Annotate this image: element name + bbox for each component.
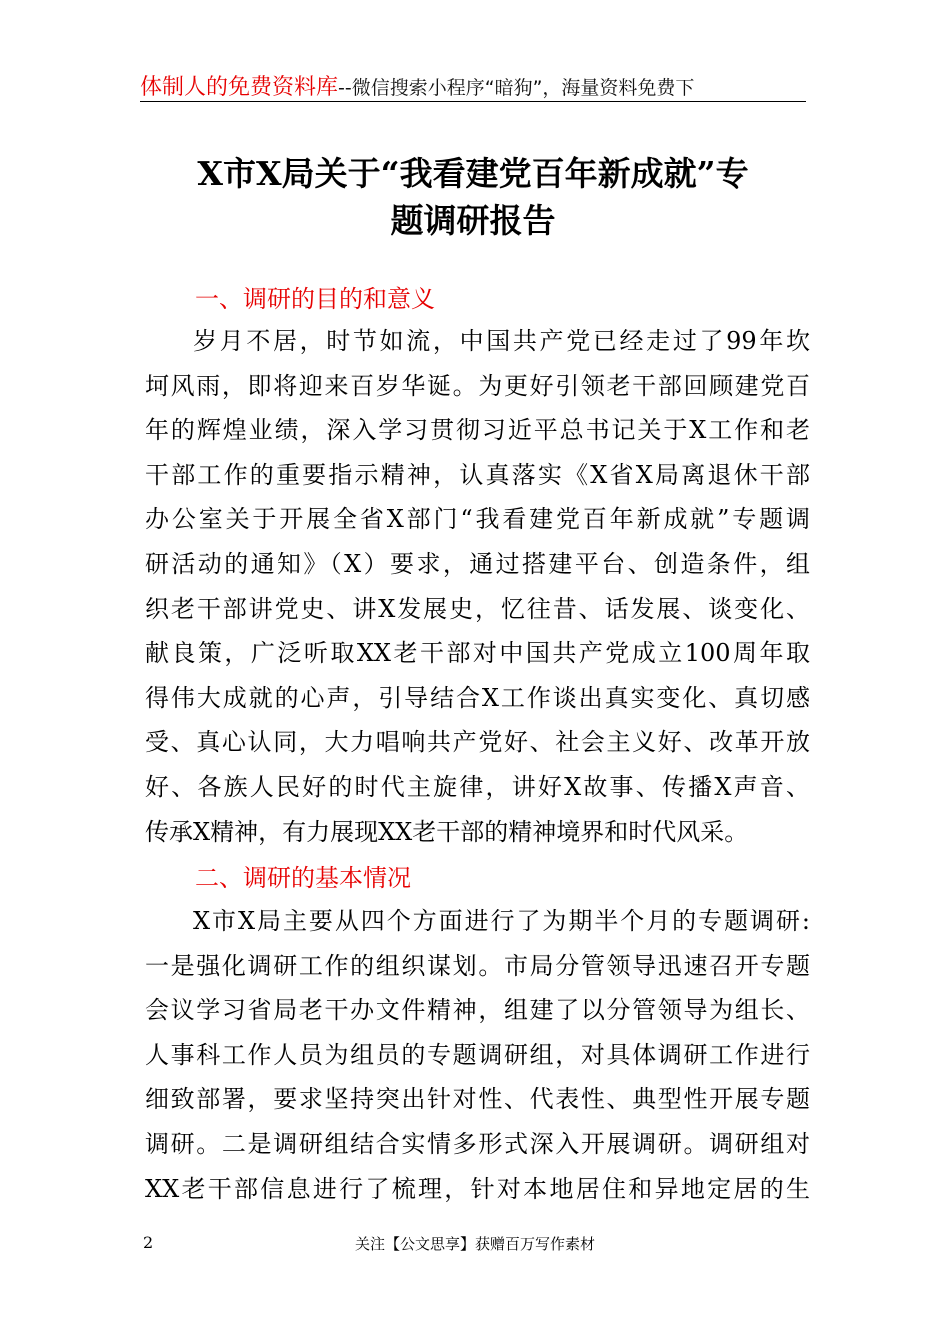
- paragraph-line: 献良策，广泛听取XX老干部对中国共产党成立100周年取: [145, 639, 810, 668]
- paragraph-line: X市X局主要从四个方面进行了为期半个月的专题调研:: [193, 907, 810, 935]
- header-tagline: --微信搜索小程序“暗狗”，海量资料免费下: [338, 77, 695, 99]
- section-purpose-paragraph: [145, 319, 810, 854]
- page-number: 2: [143, 1233, 154, 1252]
- title-line-2: 题调研报告: [390, 201, 556, 240]
- paragraph-line: 坷风雨，即将迎来百岁华诞。为更好引领老干部回顾建党百: [145, 371, 810, 400]
- paragraph-line: 办公室关于开展全省X部门“我看建党百年新成就”专题调: [145, 505, 810, 534]
- header-divider: [140, 101, 806, 102]
- paragraph-line: 织老干部讲党史、讲X发展史，忆往昔、话发展、谈变化、: [145, 594, 810, 623]
- paragraph-line: 调研。二是调研组结合实情多形式深入开展调研。调研组对: [145, 1129, 810, 1158]
- paragraph-line: 会议学习省局老干办文件精神，组建了以分管领导为组长、: [145, 996, 810, 1025]
- paragraph-line: XX老干部信息进行了梳理，针对本地居住和异地定居的生: [145, 1174, 810, 1203]
- header-brand: 体制人的免费资料库: [140, 75, 339, 100]
- section-heading-basic-situation: 二、调研的基本情况: [195, 864, 411, 892]
- paragraph-line: 一是强化调研工作的组织谋划。市局分管领导迅速召开专题: [145, 951, 810, 980]
- section-basic-situation-paragraph: [145, 899, 810, 1211]
- paragraph-line: 细致部署，要求坚持突出针对性、代表性、典型性开展专题: [145, 1085, 810, 1114]
- title-line-1: X市X局关于“我看建党百年新成就”专: [197, 154, 749, 193]
- paragraph-line: 干部工作的重要指示精神，认真落实《X省X局离退休干部: [145, 460, 810, 489]
- section-heading-purpose: 一、调研的目的和意义: [195, 285, 435, 313]
- footer-promo-text: 关注【公文思享】获赠百万写作素材: [354, 1235, 595, 1253]
- paragraph-line: 受、真心认同，大力唱响共产党好、社会主义好、改革开放: [145, 728, 810, 757]
- document-title: [140, 150, 806, 244]
- paragraph-line: 人事科工作人员为组员的专题调研组，对具体调研工作进行: [145, 1040, 810, 1069]
- paragraph-line: 传承X精神，有力展现XX老干部的精神境界和时代风采。: [145, 817, 749, 846]
- paragraph-line: 好、各族人民好的时代主旋律，讲好X故事、传播X声音、: [145, 772, 810, 801]
- paragraph-line: 研活动的通知》（X）要求，通过搭建平台、创造条件，组: [145, 549, 810, 578]
- paragraph-line: 岁月不居，时节如流，中国共产党已经走过了99年坎: [193, 327, 810, 355]
- paragraph-line: 年的辉煌业绩，深入学习贯彻习近平总书记关于X工作和老: [145, 416, 810, 445]
- paragraph-line: 得伟大成就的心声，引导结合X工作谈出真实变化、真切感: [145, 683, 810, 712]
